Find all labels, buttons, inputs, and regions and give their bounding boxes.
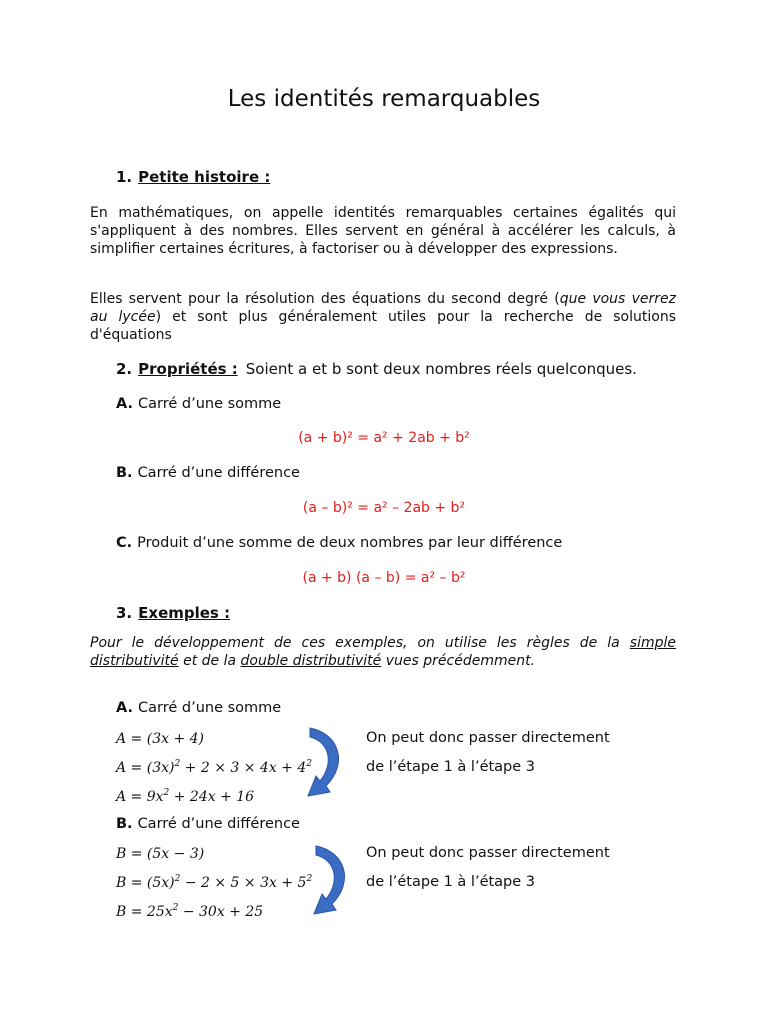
section-1-heading bbox=[116, 168, 270, 186]
property-a-label: A. Carré d’une somme bbox=[116, 396, 282, 412]
example-a-label: A. Carré d’une somme bbox=[116, 700, 282, 716]
paragraph-examples-intro: Pour le développement de ces exemples, on utilise les règles de la simple distributivité et de la double distributivité vues précédemment. bbox=[90, 635, 676, 669]
curved-arrow-icon bbox=[300, 724, 352, 804]
section-3-heading bbox=[116, 604, 230, 622]
example-a-step-3: $A = 9x^2 + 24x + 16$ bbox=[116, 788, 255, 805]
curved-arrow-icon bbox=[306, 842, 358, 922]
formula-square-sum: (a + b)² = a² + 2ab + b² bbox=[298, 430, 470, 446]
section-number: 2. bbox=[116, 360, 133, 378]
example-b-step-1: B = (5x − 3) bbox=[116, 846, 205, 862]
property-c-label: C. Produit d’une somme de deux nombres par leur différence bbox=[116, 535, 563, 551]
section-intro: Soient a et b sont deux nombres réels quelconques. bbox=[245, 360, 637, 378]
section-number: 1. bbox=[116, 168, 133, 186]
paragraph-usage: Elles servent pour la résolution des équations du second degré (que vous verrez au lycée) et sont plus généralement utiles pour la recherche de solutions d'équations bbox=[90, 291, 676, 343]
example-b-step-2: $B = (5x)^2 - 2 \times 5 \times 3x + 5^2$ bbox=[116, 874, 313, 891]
section-title: Petite histoire : bbox=[138, 168, 271, 186]
example-a-note-line-1: On peut donc passer directement bbox=[366, 730, 610, 746]
section-2-heading bbox=[116, 360, 637, 378]
section-title: Propriétés : bbox=[138, 360, 238, 378]
example-a-step-1: A = (3x + 4) bbox=[116, 731, 205, 747]
example-b-note-line-2: de l’étape 1 à l’étape 3 bbox=[366, 874, 536, 890]
example-b-note-line-1: On peut donc passer directement bbox=[366, 845, 610, 861]
example-a-note-line-2: de l’étape 1 à l’étape 3 bbox=[366, 759, 536, 775]
formula-sum-times-difference: (a + b) (a – b) = a² – b² bbox=[302, 570, 466, 586]
example-a-step-2: $A = (3x)^2 + 2 \times 3 \times 4x + 4^2$ bbox=[116, 759, 312, 776]
page-title: Les identités remarquables bbox=[227, 86, 541, 112]
property-b-label: B. Carré d’une différence bbox=[116, 465, 300, 481]
example-b-label: B. Carré d’une différence bbox=[116, 816, 300, 832]
example-b-step-3: $B = 25x^2 - 30x + 25$ bbox=[116, 903, 264, 920]
section-number: 3. bbox=[116, 604, 133, 622]
formula-square-difference: (a – b)² = a² – 2ab + b² bbox=[302, 500, 466, 516]
paragraph-history: En mathématiques, on appelle identités remarquables certaines égalités qui s'appliquent à des nombres. Elles servent en général à accélérer les calculs, à simplifier certaines écritures, à factoriser ou à développer des expressions. bbox=[90, 205, 676, 257]
section-title: Exemples : bbox=[138, 604, 231, 622]
